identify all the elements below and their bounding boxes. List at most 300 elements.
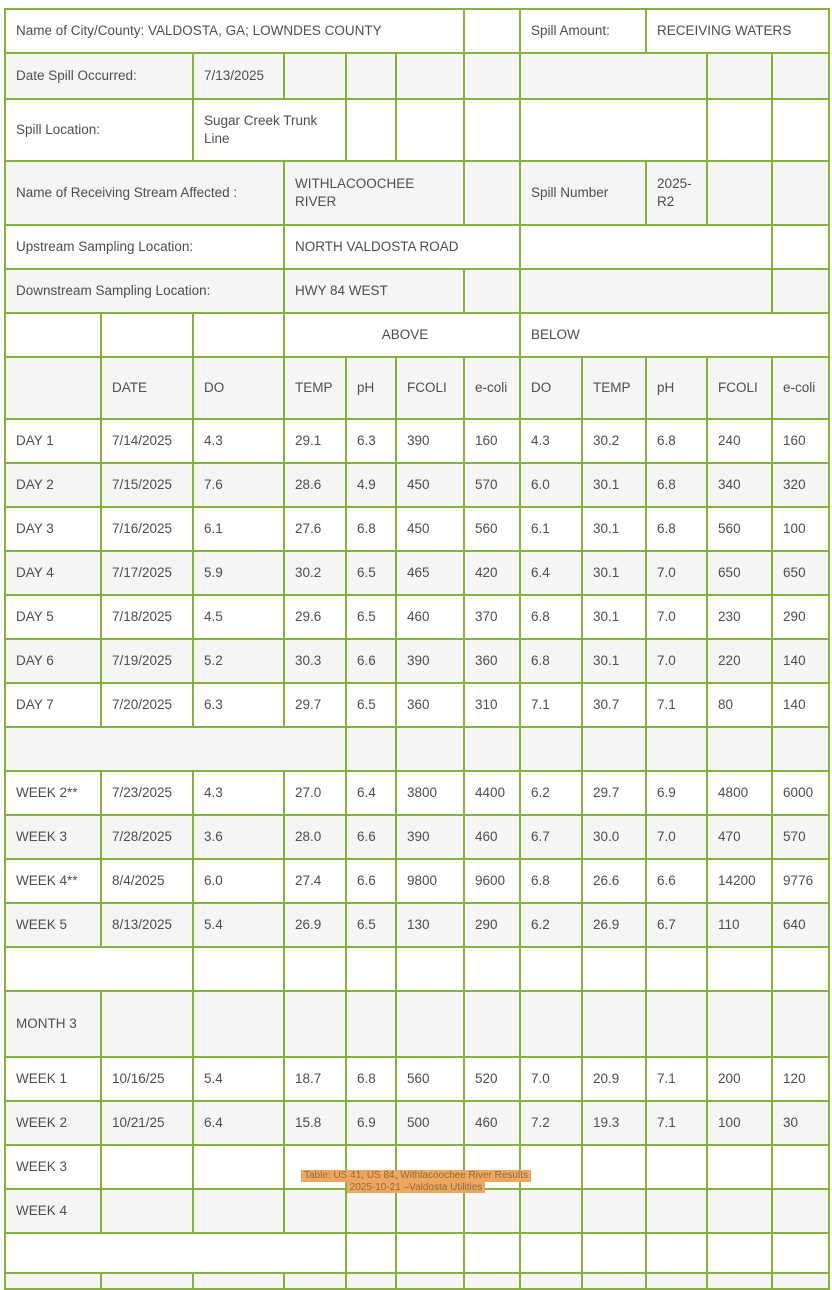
- date-spill-label: Date Spill Occurred:: [5, 53, 193, 99]
- empty-cell: [464, 269, 520, 313]
- empty-cell: [193, 313, 284, 357]
- empty-cell: [396, 1233, 464, 1273]
- value-cell: 360: [464, 639, 520, 683]
- empty-cell: [346, 727, 396, 771]
- spacer-row: [5, 1233, 829, 1273]
- value-cell: 5.9: [193, 551, 284, 595]
- empty-cell: [582, 991, 646, 1057]
- column-header-e-coli: e-coli: [464, 357, 520, 419]
- value-cell: 28.6: [284, 463, 346, 507]
- value-cell: 7.0: [646, 551, 707, 595]
- value-cell: 10/21/25: [101, 1101, 193, 1145]
- empty-cell: [582, 1189, 646, 1233]
- receiving-stream-label: Name of Receiving Stream Affected :: [5, 161, 284, 225]
- value-cell: 4400: [464, 771, 520, 815]
- empty-cell: [346, 947, 396, 991]
- row-label-cell: WEEK 5: [5, 903, 101, 947]
- value-cell: 6.8: [646, 463, 707, 507]
- empty-cell: [396, 947, 464, 991]
- value-cell: 6.8: [646, 419, 707, 463]
- table-caption: [0, 1170, 832, 1193]
- value-cell: 140: [772, 683, 829, 727]
- value-cell: 6.5: [346, 683, 396, 727]
- value-cell: 6.6: [646, 859, 707, 903]
- column-header-temp: TEMP: [284, 357, 346, 419]
- value-cell: 6.8: [520, 639, 582, 683]
- table-row: [5, 9, 829, 53]
- value-cell: 460: [396, 595, 464, 639]
- empty-cell: [101, 1189, 193, 1233]
- table-row: [5, 161, 829, 225]
- value-cell: 30.0: [582, 815, 646, 859]
- value-cell: 6.1: [193, 507, 284, 551]
- value-cell: 7.1: [646, 1057, 707, 1101]
- value-cell: 30.2: [582, 419, 646, 463]
- row-label-cell: DAY 2: [5, 463, 101, 507]
- value-cell: 7.6: [193, 463, 284, 507]
- value-cell: 220: [707, 639, 772, 683]
- row-label-cell: DAY 7: [5, 683, 101, 727]
- table-row: [5, 1101, 829, 1145]
- empty-cell: [464, 991, 520, 1057]
- value-cell: 420: [464, 551, 520, 595]
- value-cell: 6.3: [346, 419, 396, 463]
- value-cell: 27.6: [284, 507, 346, 551]
- row-label-cell: DAY 4: [5, 551, 101, 595]
- empty-cell: [396, 991, 464, 1057]
- caption-line2: 2025-10-21 –Valdosta Utilities: [347, 1182, 486, 1194]
- city-county-cell: Name of City/County: VALDOSTA, GA; LOWNDES COUNTY: [5, 9, 464, 53]
- value-cell: 6.0: [193, 859, 284, 903]
- value-cell: 7/19/2025: [101, 639, 193, 683]
- value-cell: 460: [464, 815, 520, 859]
- date-spill-value: 7/13/2025: [193, 53, 284, 99]
- empty-cell: [464, 1273, 520, 1289]
- spill-amount-value: RECEIVING WATERS: [646, 9, 829, 53]
- value-cell: 6.9: [346, 1101, 396, 1145]
- value-cell: 130: [396, 903, 464, 947]
- value-cell: 30.3: [284, 639, 346, 683]
- column-header-e-coli: e-coli: [772, 357, 829, 419]
- value-cell: 30: [772, 1101, 829, 1145]
- value-cell: 18.7: [284, 1057, 346, 1101]
- value-cell: 560: [464, 507, 520, 551]
- spill-location-value: Sugar Creek Trunk Line: [193, 99, 346, 161]
- column-header-ph: pH: [646, 357, 707, 419]
- table-row: [5, 771, 829, 815]
- value-cell: 26.6: [582, 859, 646, 903]
- value-cell: 7/23/2025: [101, 771, 193, 815]
- value-cell: 110: [707, 903, 772, 947]
- empty-cell: [707, 1273, 772, 1289]
- value-cell: 650: [772, 551, 829, 595]
- value-cell: 6.5: [346, 903, 396, 947]
- row-label-cell: DAY 3: [5, 507, 101, 551]
- value-cell: 450: [396, 463, 464, 507]
- row-label-cell: DAY 1: [5, 419, 101, 463]
- empty-cell: [772, 53, 829, 99]
- table-row: [5, 991, 829, 1057]
- value-cell: 160: [464, 419, 520, 463]
- value-cell: 7.0: [646, 815, 707, 859]
- value-cell: 6000: [772, 771, 829, 815]
- value-cell: 4.3: [520, 419, 582, 463]
- empty-cell: [707, 727, 772, 771]
- empty-cell: [396, 99, 464, 161]
- empty-cell: [707, 991, 772, 1057]
- column-header-do: DO: [193, 357, 284, 419]
- value-cell: 6.4: [346, 771, 396, 815]
- empty-cell: [707, 947, 772, 991]
- value-cell: 5.4: [193, 903, 284, 947]
- group-header-below: BELOW: [520, 313, 829, 357]
- empty-cell: [464, 1189, 520, 1233]
- empty-cell: [772, 1273, 829, 1289]
- empty-cell: [193, 1273, 284, 1289]
- empty-cell: [284, 947, 346, 991]
- value-cell: 6.7: [646, 903, 707, 947]
- column-header-fcoli: FCOLI: [396, 357, 464, 419]
- value-cell: 6.9: [646, 771, 707, 815]
- value-cell: 6.8: [520, 595, 582, 639]
- value-cell: 640: [772, 903, 829, 947]
- value-cell: 6.3: [193, 683, 284, 727]
- empty-cell: [346, 1189, 396, 1233]
- value-cell: 6.4: [520, 551, 582, 595]
- empty-cell: [707, 1233, 772, 1273]
- spill-number-value: 2025-R2: [646, 161, 707, 225]
- value-cell: 100: [772, 507, 829, 551]
- empty-cell: [396, 1189, 464, 1233]
- value-cell: 570: [772, 815, 829, 859]
- value-cell: 570: [464, 463, 520, 507]
- table-row: [5, 53, 829, 99]
- value-cell: 15.8: [284, 1101, 346, 1145]
- value-cell: 500: [396, 1101, 464, 1145]
- empty-cell: [520, 991, 582, 1057]
- empty-cell: [101, 991, 193, 1057]
- empty-cell: [5, 313, 101, 357]
- empty-cell: [707, 99, 772, 161]
- column-header-fcoli: FCOLI: [707, 357, 772, 419]
- value-cell: 29.1: [284, 419, 346, 463]
- empty-cell: [520, 53, 707, 99]
- value-cell: 27.0: [284, 771, 346, 815]
- value-cell: 9600: [464, 859, 520, 903]
- row-label-cell: WEEK 3: [5, 815, 101, 859]
- empty-cell: [772, 269, 829, 313]
- empty-cell: [582, 1273, 646, 1289]
- empty-cell: [396, 53, 464, 99]
- row-label-cell: [5, 1273, 101, 1289]
- column-header-do: DO: [520, 357, 582, 419]
- empty-cell: [464, 99, 520, 161]
- merged-empty-cell: [5, 1233, 346, 1273]
- empty-cell: [284, 53, 346, 99]
- value-cell: 6.2: [520, 771, 582, 815]
- empty-cell: [464, 9, 520, 53]
- empty-cell: [464, 161, 520, 225]
- value-cell: 7/20/2025: [101, 683, 193, 727]
- value-cell: 6.6: [346, 639, 396, 683]
- column-header-row: [5, 357, 829, 419]
- value-cell: 19.3: [582, 1101, 646, 1145]
- empty-cell: [707, 1189, 772, 1233]
- value-cell: 14200: [707, 859, 772, 903]
- value-cell: 30.1: [582, 551, 646, 595]
- value-cell: 290: [772, 595, 829, 639]
- empty-cell: [707, 53, 772, 99]
- value-cell: 240: [707, 419, 772, 463]
- empty-cell: [582, 727, 646, 771]
- value-cell: 5.2: [193, 639, 284, 683]
- empty-cell: [193, 1189, 284, 1233]
- value-cell: 30.1: [582, 463, 646, 507]
- table-row: [5, 269, 829, 313]
- value-cell: 390: [396, 815, 464, 859]
- value-cell: 4800: [707, 771, 772, 815]
- table-row: [5, 1189, 829, 1233]
- table-row: [5, 815, 829, 859]
- table-row: [5, 225, 829, 269]
- empty-cell: [101, 313, 193, 357]
- value-cell: 200: [707, 1057, 772, 1101]
- value-cell: 650: [707, 551, 772, 595]
- empty-cell: [772, 727, 829, 771]
- empty-cell: [193, 947, 284, 991]
- empty-cell: [582, 1233, 646, 1273]
- empty-cell: [284, 991, 346, 1057]
- empty-cell: [396, 727, 464, 771]
- empty-cell: [646, 1189, 707, 1233]
- value-cell: 29.7: [582, 771, 646, 815]
- spill-amount-label: Spill Amount:: [520, 9, 646, 53]
- row-label-cell: WEEK 2**: [5, 771, 101, 815]
- receiving-stream-value: WITHLACOOCHEE RIVER: [284, 161, 464, 225]
- value-cell: 30.2: [284, 551, 346, 595]
- row-label-cell: WEEK 2: [5, 1101, 101, 1145]
- value-cell: 4.3: [193, 771, 284, 815]
- empty-cell: [646, 727, 707, 771]
- value-cell: 320: [772, 463, 829, 507]
- empty-cell: [646, 1273, 707, 1289]
- table-row: [5, 1057, 829, 1101]
- value-cell: 7.0: [646, 595, 707, 639]
- value-cell: 360: [396, 683, 464, 727]
- value-cell: 6.8: [520, 859, 582, 903]
- table-row: [5, 595, 829, 639]
- value-cell: 29.6: [284, 595, 346, 639]
- row-label-cell: WEEK 3: [5, 1145, 101, 1189]
- value-cell: 7.1: [646, 1101, 707, 1145]
- empty-cell: [396, 1273, 464, 1289]
- value-cell: 8/13/2025: [101, 903, 193, 947]
- table-row: [5, 463, 829, 507]
- table-row: [5, 1273, 829, 1289]
- value-cell: 6.2: [520, 903, 582, 947]
- empty-cell: [464, 53, 520, 99]
- value-cell: 560: [396, 1057, 464, 1101]
- empty-cell: [284, 1189, 346, 1233]
- empty-cell: [346, 53, 396, 99]
- value-cell: 9776: [772, 859, 829, 903]
- value-cell: 7.0: [520, 1057, 582, 1101]
- merged-empty-cell: [5, 947, 193, 991]
- empty-cell: [772, 99, 829, 161]
- value-cell: 30.1: [582, 595, 646, 639]
- value-cell: 10/16/25: [101, 1057, 193, 1101]
- empty-cell: [520, 1189, 582, 1233]
- empty-cell: [520, 727, 582, 771]
- value-cell: 390: [396, 639, 464, 683]
- value-cell: 7/14/2025: [101, 419, 193, 463]
- spill-number-label: Spill Number: [520, 161, 646, 225]
- value-cell: 4.9: [346, 463, 396, 507]
- value-cell: 290: [464, 903, 520, 947]
- value-cell: 6.8: [346, 1057, 396, 1101]
- value-cell: 520: [464, 1057, 520, 1101]
- empty-cell: [520, 1233, 582, 1273]
- value-cell: 120: [772, 1057, 829, 1101]
- value-cell: 6.7: [520, 815, 582, 859]
- empty-cell: [772, 1189, 829, 1233]
- group-header-row: [5, 313, 829, 357]
- table-row: [5, 99, 829, 161]
- empty-cell: [772, 225, 829, 269]
- empty-cell: [346, 1233, 396, 1273]
- value-cell: 230: [707, 595, 772, 639]
- empty-cell: [520, 947, 582, 991]
- value-cell: 9800: [396, 859, 464, 903]
- empty-cell: [520, 269, 772, 313]
- value-cell: 6.4: [193, 1101, 284, 1145]
- empty-cell: [646, 991, 707, 1057]
- value-cell: 27.4: [284, 859, 346, 903]
- value-cell: 370: [464, 595, 520, 639]
- value-cell: 3800: [396, 771, 464, 815]
- table-row: [5, 551, 829, 595]
- empty-cell: [772, 1233, 829, 1273]
- table-row: [5, 683, 829, 727]
- empty-cell: [772, 947, 829, 991]
- empty-cell: [464, 727, 520, 771]
- value-cell: 560: [707, 507, 772, 551]
- table-row: [5, 507, 829, 551]
- value-cell: 30.7: [582, 683, 646, 727]
- value-cell: 470: [707, 815, 772, 859]
- upstream-label: Upstream Sampling Location:: [5, 225, 284, 269]
- spill-report-page: [0, 8, 832, 1218]
- spill-results-table: [4, 8, 830, 1290]
- value-cell: 3.6: [193, 815, 284, 859]
- empty-cell: [520, 1273, 582, 1289]
- empty-cell: [346, 991, 396, 1057]
- empty-cell: [284, 1273, 346, 1289]
- empty-cell: [464, 1233, 520, 1273]
- row-label-cell: WEEK 4: [5, 1189, 101, 1233]
- table-row: [5, 419, 829, 463]
- merged-empty-cell: [5, 727, 346, 771]
- empty-cell: [520, 99, 707, 161]
- value-cell: 20.9: [582, 1057, 646, 1101]
- empty-cell: [193, 991, 284, 1057]
- row-label-cell: DAY 5: [5, 595, 101, 639]
- row-label-cell: WEEK 1: [5, 1057, 101, 1101]
- empty-cell: [582, 947, 646, 991]
- value-cell: 340: [707, 463, 772, 507]
- value-cell: 80: [707, 683, 772, 727]
- value-cell: 30.1: [582, 639, 646, 683]
- value-cell: 7.2: [520, 1101, 582, 1145]
- spacer-row: [5, 727, 829, 771]
- value-cell: 465: [396, 551, 464, 595]
- value-cell: 28.0: [284, 815, 346, 859]
- value-cell: 7/28/2025: [101, 815, 193, 859]
- value-cell: 6.6: [346, 815, 396, 859]
- value-cell: 7/16/2025: [101, 507, 193, 551]
- column-header-ph: pH: [346, 357, 396, 419]
- empty-cell: [346, 99, 396, 161]
- value-cell: 6.5: [346, 595, 396, 639]
- empty-cell: [707, 161, 772, 225]
- table-row: [5, 859, 829, 903]
- value-cell: 7/17/2025: [101, 551, 193, 595]
- value-cell: 7/18/2025: [101, 595, 193, 639]
- value-cell: 6.1: [520, 507, 582, 551]
- value-cell: 29.7: [284, 683, 346, 727]
- empty-cell: [646, 1233, 707, 1273]
- value-cell: 160: [772, 419, 829, 463]
- value-cell: 6.8: [646, 507, 707, 551]
- empty-cell: [101, 1273, 193, 1289]
- value-cell: 7/15/2025: [101, 463, 193, 507]
- value-cell: 450: [396, 507, 464, 551]
- downstream-label: Downstream Sampling Location:: [5, 269, 284, 313]
- value-cell: 26.9: [582, 903, 646, 947]
- value-cell: 5.4: [193, 1057, 284, 1101]
- value-cell: 7.0: [646, 639, 707, 683]
- empty-cell: [646, 947, 707, 991]
- column-header-date: DATE: [101, 357, 193, 419]
- value-cell: 7.1: [646, 683, 707, 727]
- caption-line1: Table: US 41, US 84, Withlacoochee River Results: [301, 1170, 531, 1182]
- group-header-above: ABOVE: [284, 313, 520, 357]
- value-cell: 310: [464, 683, 520, 727]
- value-cell: 390: [396, 419, 464, 463]
- spill-location-label: Spill Location:: [5, 99, 193, 161]
- value-cell: 6.0: [520, 463, 582, 507]
- row-label-cell: WEEK 4**: [5, 859, 101, 903]
- value-cell: 26.9: [284, 903, 346, 947]
- value-cell: 100: [707, 1101, 772, 1145]
- value-cell: 460: [464, 1101, 520, 1145]
- upstream-value: NORTH VALDOSTA ROAD: [284, 225, 520, 269]
- downstream-value: HWY 84 WEST: [284, 269, 464, 313]
- value-cell: 6.6: [346, 859, 396, 903]
- empty-cell: [464, 947, 520, 991]
- table-row: [5, 903, 829, 947]
- empty-cell: [772, 991, 829, 1057]
- row-label-cell: MONTH 3: [5, 991, 101, 1057]
- empty-cell: [772, 161, 829, 225]
- row-label-cell: DAY 6: [5, 639, 101, 683]
- empty-cell: [5, 357, 101, 419]
- value-cell: 6.8: [346, 507, 396, 551]
- value-cell: 140: [772, 639, 829, 683]
- value-cell: 6.5: [346, 551, 396, 595]
- value-cell: 7.1: [520, 683, 582, 727]
- value-cell: 4.5: [193, 595, 284, 639]
